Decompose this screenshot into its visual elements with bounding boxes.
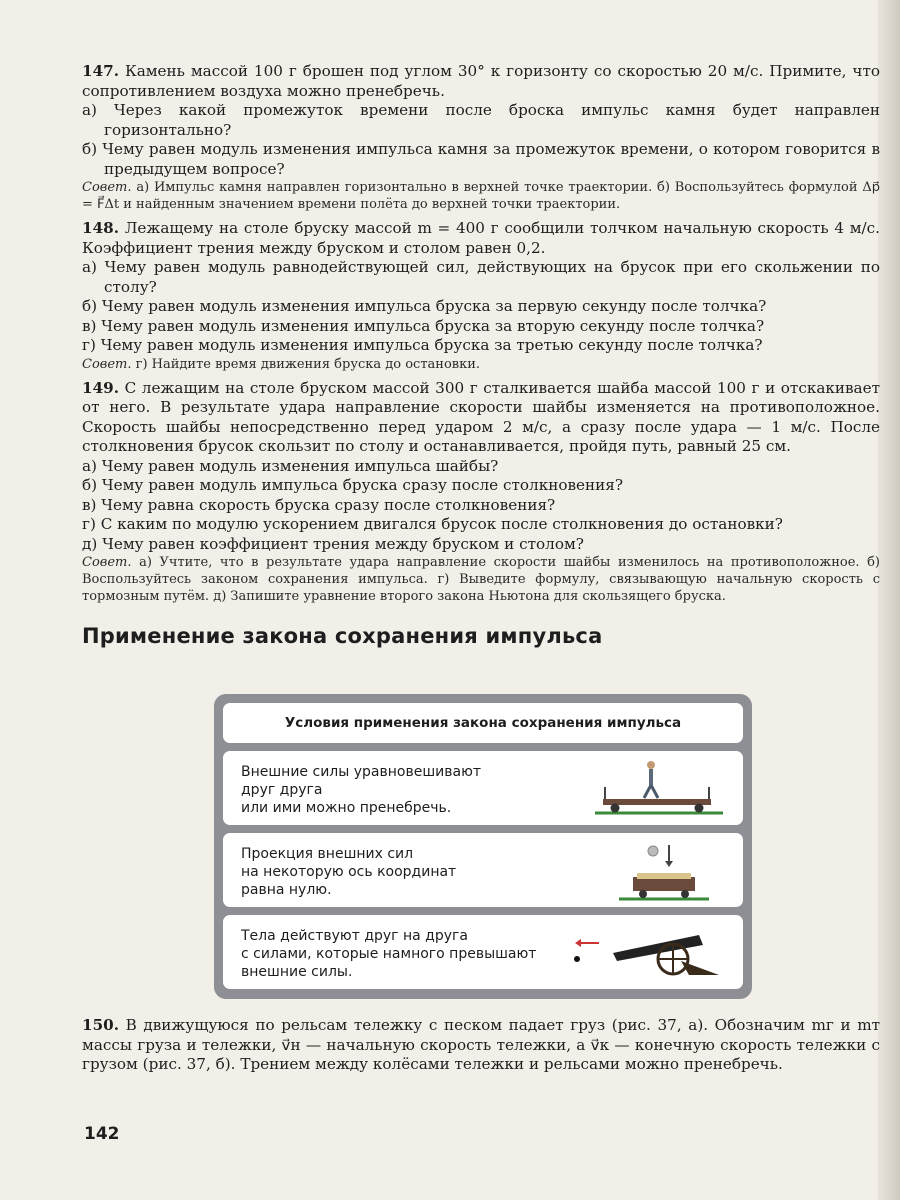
problem-item: а) Чему равен модуль изменения импульса шайбы? xyxy=(82,456,499,475)
problem-148 xyxy=(82,219,880,373)
problems-block xyxy=(82,62,880,659)
problem-item: а) Чему равен модуль равнодействующей сил, действующих на брусок при его скольжении по столу? xyxy=(82,258,880,296)
problem-item: б) Чему равен модуль изменения импульса камня за промежуток времени, о котором говорится в предыдущем вопросе? xyxy=(82,140,880,178)
problem-text: Камень массой 100 г брошен под углом 30° к горизонту со скоростью 20 м/с. Примите, что сопротивлением воздуха можно пренебречь. xyxy=(82,62,880,100)
condition-text: Внешние силы уравновешивают друг друга или ими можно пренебречь. xyxy=(241,764,482,816)
cannon-illustration xyxy=(569,921,729,983)
condition-row-3 xyxy=(223,915,743,989)
page-edge xyxy=(878,0,900,1200)
condition-text: Тела действуют друг на друга с силами, которые намного превышают внешние силы. xyxy=(241,928,537,980)
tip-label: Совет. xyxy=(82,555,132,570)
tip-text: а) Импульс камня направлен горизонтально в верхней точке траектории. б) Воспользуйтесь формулой Δp⃗ = F⃗Δt и найденным значением времени полёта до верхней точки траектории. xyxy=(82,180,880,212)
problem-149 xyxy=(82,379,880,606)
condition-row-1 xyxy=(223,751,743,825)
page-number: 142 xyxy=(84,1124,120,1144)
problem-text: Лежащему на столе бруску массой m = 400 г сообщили толчком начальную скорость 4 м/с. Коэффициент трения между бруском и столом равен 0,2. xyxy=(82,219,881,257)
problem-item: д) Чему равен коэффициент трения между бруском и столом? xyxy=(82,534,584,553)
problem-item: в) Чему равна скорость бруска сразу после столкновения? xyxy=(82,495,556,514)
tip xyxy=(82,356,880,373)
problem-147 xyxy=(82,62,880,213)
tip-text: а) Учтите, что в результате удара направление скорости шайбы изменилось на противоположное. б) Воспользуйтесь законом сохранения импульса. г) Выведите формулу, связывающую начальную скорость с тормозным путём. д) Запишите уравнение второго закона Ньютона для скользящего бруска. xyxy=(82,555,880,604)
condition-row-2 xyxy=(223,833,743,907)
conditions-panel xyxy=(214,694,752,999)
problem-150 xyxy=(82,1016,880,1075)
problem-item: б) Чему равен модуль импульса бруска сразу после столкновения? xyxy=(82,476,623,494)
tip-label: Совет. xyxy=(82,180,132,195)
problem-item: г) С каким по модулю ускорением двигался брусок после столкновения до остановки? xyxy=(82,515,783,533)
tip xyxy=(82,179,880,213)
problem-number: 147. xyxy=(82,62,119,80)
problem-text: В движущуюся по рельсам тележку с песком падает груз (рис. 37, а). Обозначим mг и mт массы груза и тележки, v⃗н — начальную скорость тележки, а v⃗к — конечную скорость тележки с грузом (рис. 37, б). Трением между колёсами тележки и рельсами можно пренебречь. xyxy=(82,1016,880,1073)
tip-text: г) Найдите время движения бруска до остановки. xyxy=(135,356,481,372)
tip-label: Совет. xyxy=(82,356,132,372)
problem-item: б) Чему равен модуль изменения импульса бруска за первую секунду после толчка? xyxy=(82,297,767,315)
problem-number: 149. xyxy=(82,378,119,397)
problem-number: 148. xyxy=(82,219,119,237)
problem-item: а) Через какой промежуток времени после броска импульс камня будет направлен горизонтально? xyxy=(82,101,880,139)
problem-text: С лежащим на столе бруском массой 300 г сталкивается шайба массой 100 г и отскакивает от него. В результате удара направление скорости шайбы изменяется на противоположное. Скорость шайбы непосредственно перед ударом 2 м/с, а сразу после удара — 1 м/с. После столкновения брусок скользит по столу и останавливается, пройдя путь, равный 25 см. xyxy=(82,378,880,455)
condition-text: Проекция внешних сил на некоторую ось координат равна нулю. xyxy=(241,846,457,898)
panel-header: Условия применения закона сохранения импульса xyxy=(223,703,743,743)
cart-walker-illustration xyxy=(589,757,729,819)
problem-item: г) Чему равен модуль изменения импульса бруска за третью секунду после толчка? xyxy=(82,336,763,354)
section-title: Применение закона сохранения импульса xyxy=(82,624,603,648)
cart-falling-load-illustration xyxy=(589,839,729,901)
problem-number: 150. xyxy=(82,1016,119,1034)
problem-item: в) Чему равен модуль изменения импульса бруска за вторую секунду после толчка? xyxy=(82,316,765,335)
tip xyxy=(82,554,880,605)
